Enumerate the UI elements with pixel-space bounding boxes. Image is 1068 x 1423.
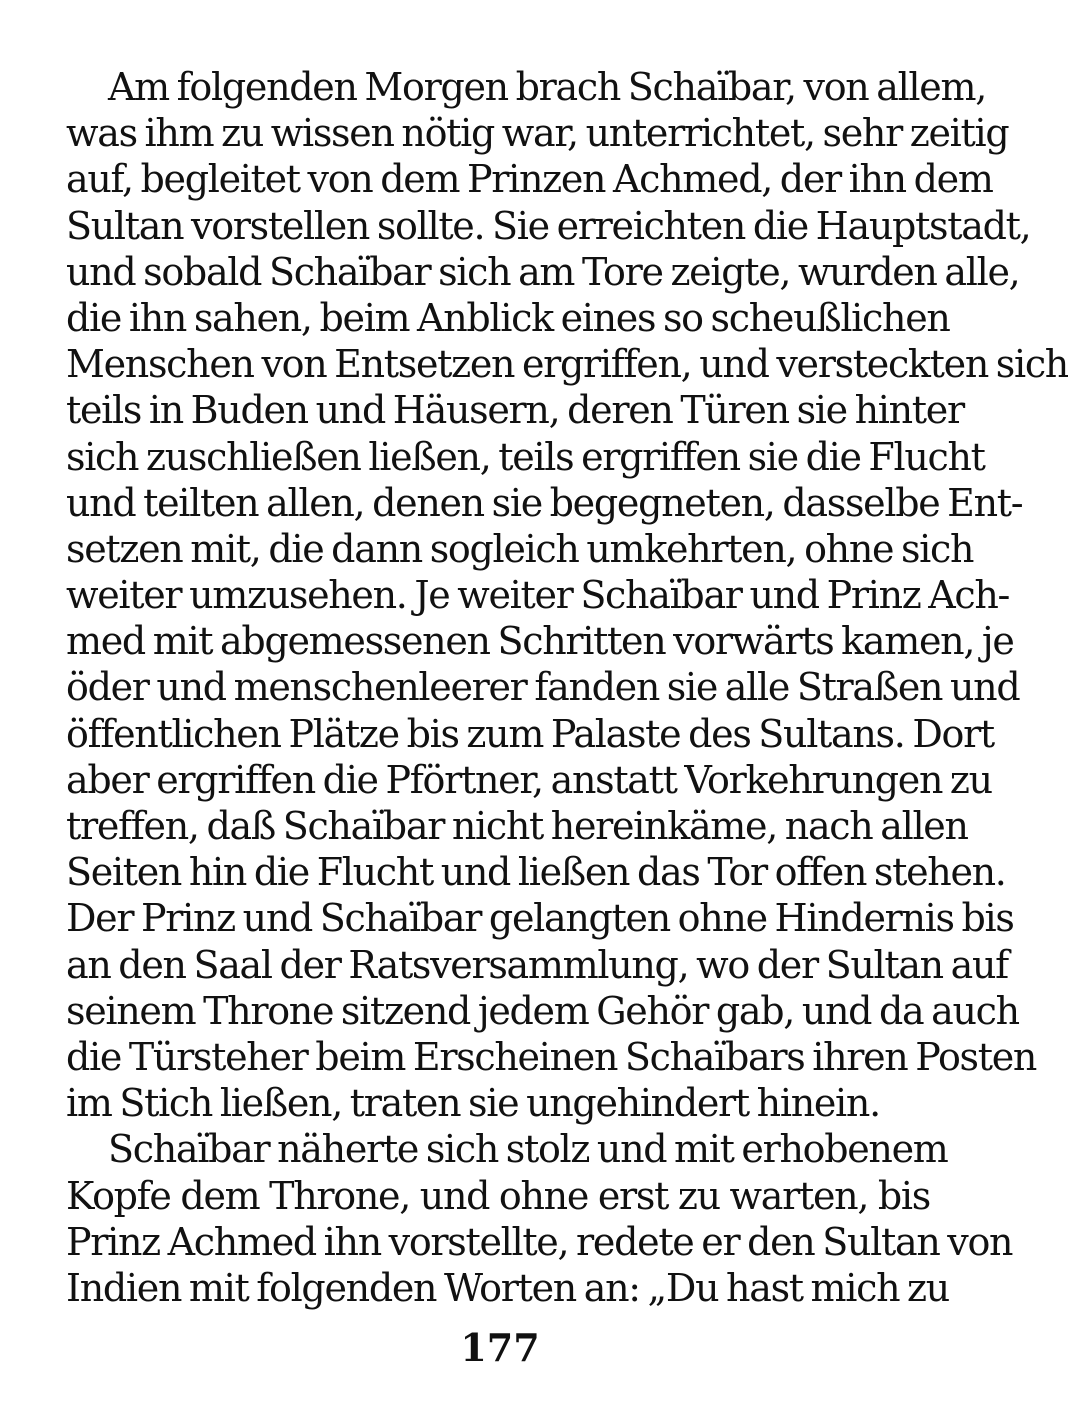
text-line: die ihn sahen, beim Anblick eines so scheußlichen xyxy=(66,295,950,340)
text-line: seinem Throne sitzend jedem Gehör gab, und da auch xyxy=(66,988,1019,1033)
text-line: Sultan vorstellen sollte. Sie erreichten die Hauptstadt, xyxy=(66,203,1031,248)
text-line: Der Prinz und Schaïbar gelangten ohne Hindernis bis xyxy=(66,896,1014,941)
text-line: Schaïbar näherte sich stolz und mit erhobenem xyxy=(108,1127,948,1172)
text-line: Seiten hin die Flucht und ließen das Tor offen stehen. xyxy=(66,850,1006,895)
text-line: im Stich ließen, traten sie ungehindert hinein. xyxy=(66,1081,880,1126)
text-line: sich zuschließen ließen, teils ergriffen sie die Flucht xyxy=(66,434,985,479)
text-line: med mit abgemessenen Schritten vorwärts kamen, je xyxy=(66,619,1014,664)
text-line: und teilten allen, denen sie begegneten, dasselbe Ent- xyxy=(66,480,1023,525)
paragraph-1 xyxy=(66,64,1068,1126)
text-line: weiter umzusehen. Je weiter Schaïbar und Prinz Ach- xyxy=(66,573,1010,618)
text-line: öder und menschenleerer fanden sie alle Straßen und xyxy=(66,665,1020,710)
page-text xyxy=(66,64,1068,1311)
text-line: öffentlichen Plätze bis zum Palaste des Sultans. Dort xyxy=(66,711,994,756)
text-line: auf, begleitet von dem Prinzen Achmed, der ihn dem xyxy=(66,157,993,202)
text-line: setzen mit, die dann sogleich umkehrten, ohne sich xyxy=(66,526,974,571)
text-line: und sobald Schaïbar sich am Tore zeigte, wurden alle, xyxy=(66,249,1020,294)
text-line: Prinz Achmed ihn vorstellte, redete er den Sultan von xyxy=(66,1219,1013,1264)
text-line: Indien mit folgenden Worten an: „Du hast mich zu xyxy=(66,1265,949,1310)
text-line: Menschen von Entsetzen ergriffen, und versteckten sich xyxy=(66,342,1068,387)
paragraph-2 xyxy=(66,1126,1013,1311)
text-line: Am folgenden Morgen brach Schaïbar, von allem, xyxy=(108,65,986,109)
text-line: Kopfe dem Throne, und ohne erst zu warten, bis xyxy=(66,1173,930,1218)
text-line: aber ergriffen die Pförtner, anstatt Vorkehrungen zu xyxy=(66,757,992,802)
text-line: treffen, daß Schaïbar nicht hereinkäme, nach allen xyxy=(66,804,968,848)
text-line: was ihm zu wissen nötig war, unterrichtet, sehr zeitig xyxy=(66,111,1009,156)
text-line: an den Saal der Ratsversammlung, wo der Sultan auf xyxy=(66,942,1008,987)
text-line: die Türsteher beim Erscheinen Schaïbars ihren Posten xyxy=(66,1034,1037,1079)
text-line: teils in Buden und Häusern, deren Türen sie hinter xyxy=(66,388,964,433)
page-number: 177 xyxy=(460,1325,540,1370)
